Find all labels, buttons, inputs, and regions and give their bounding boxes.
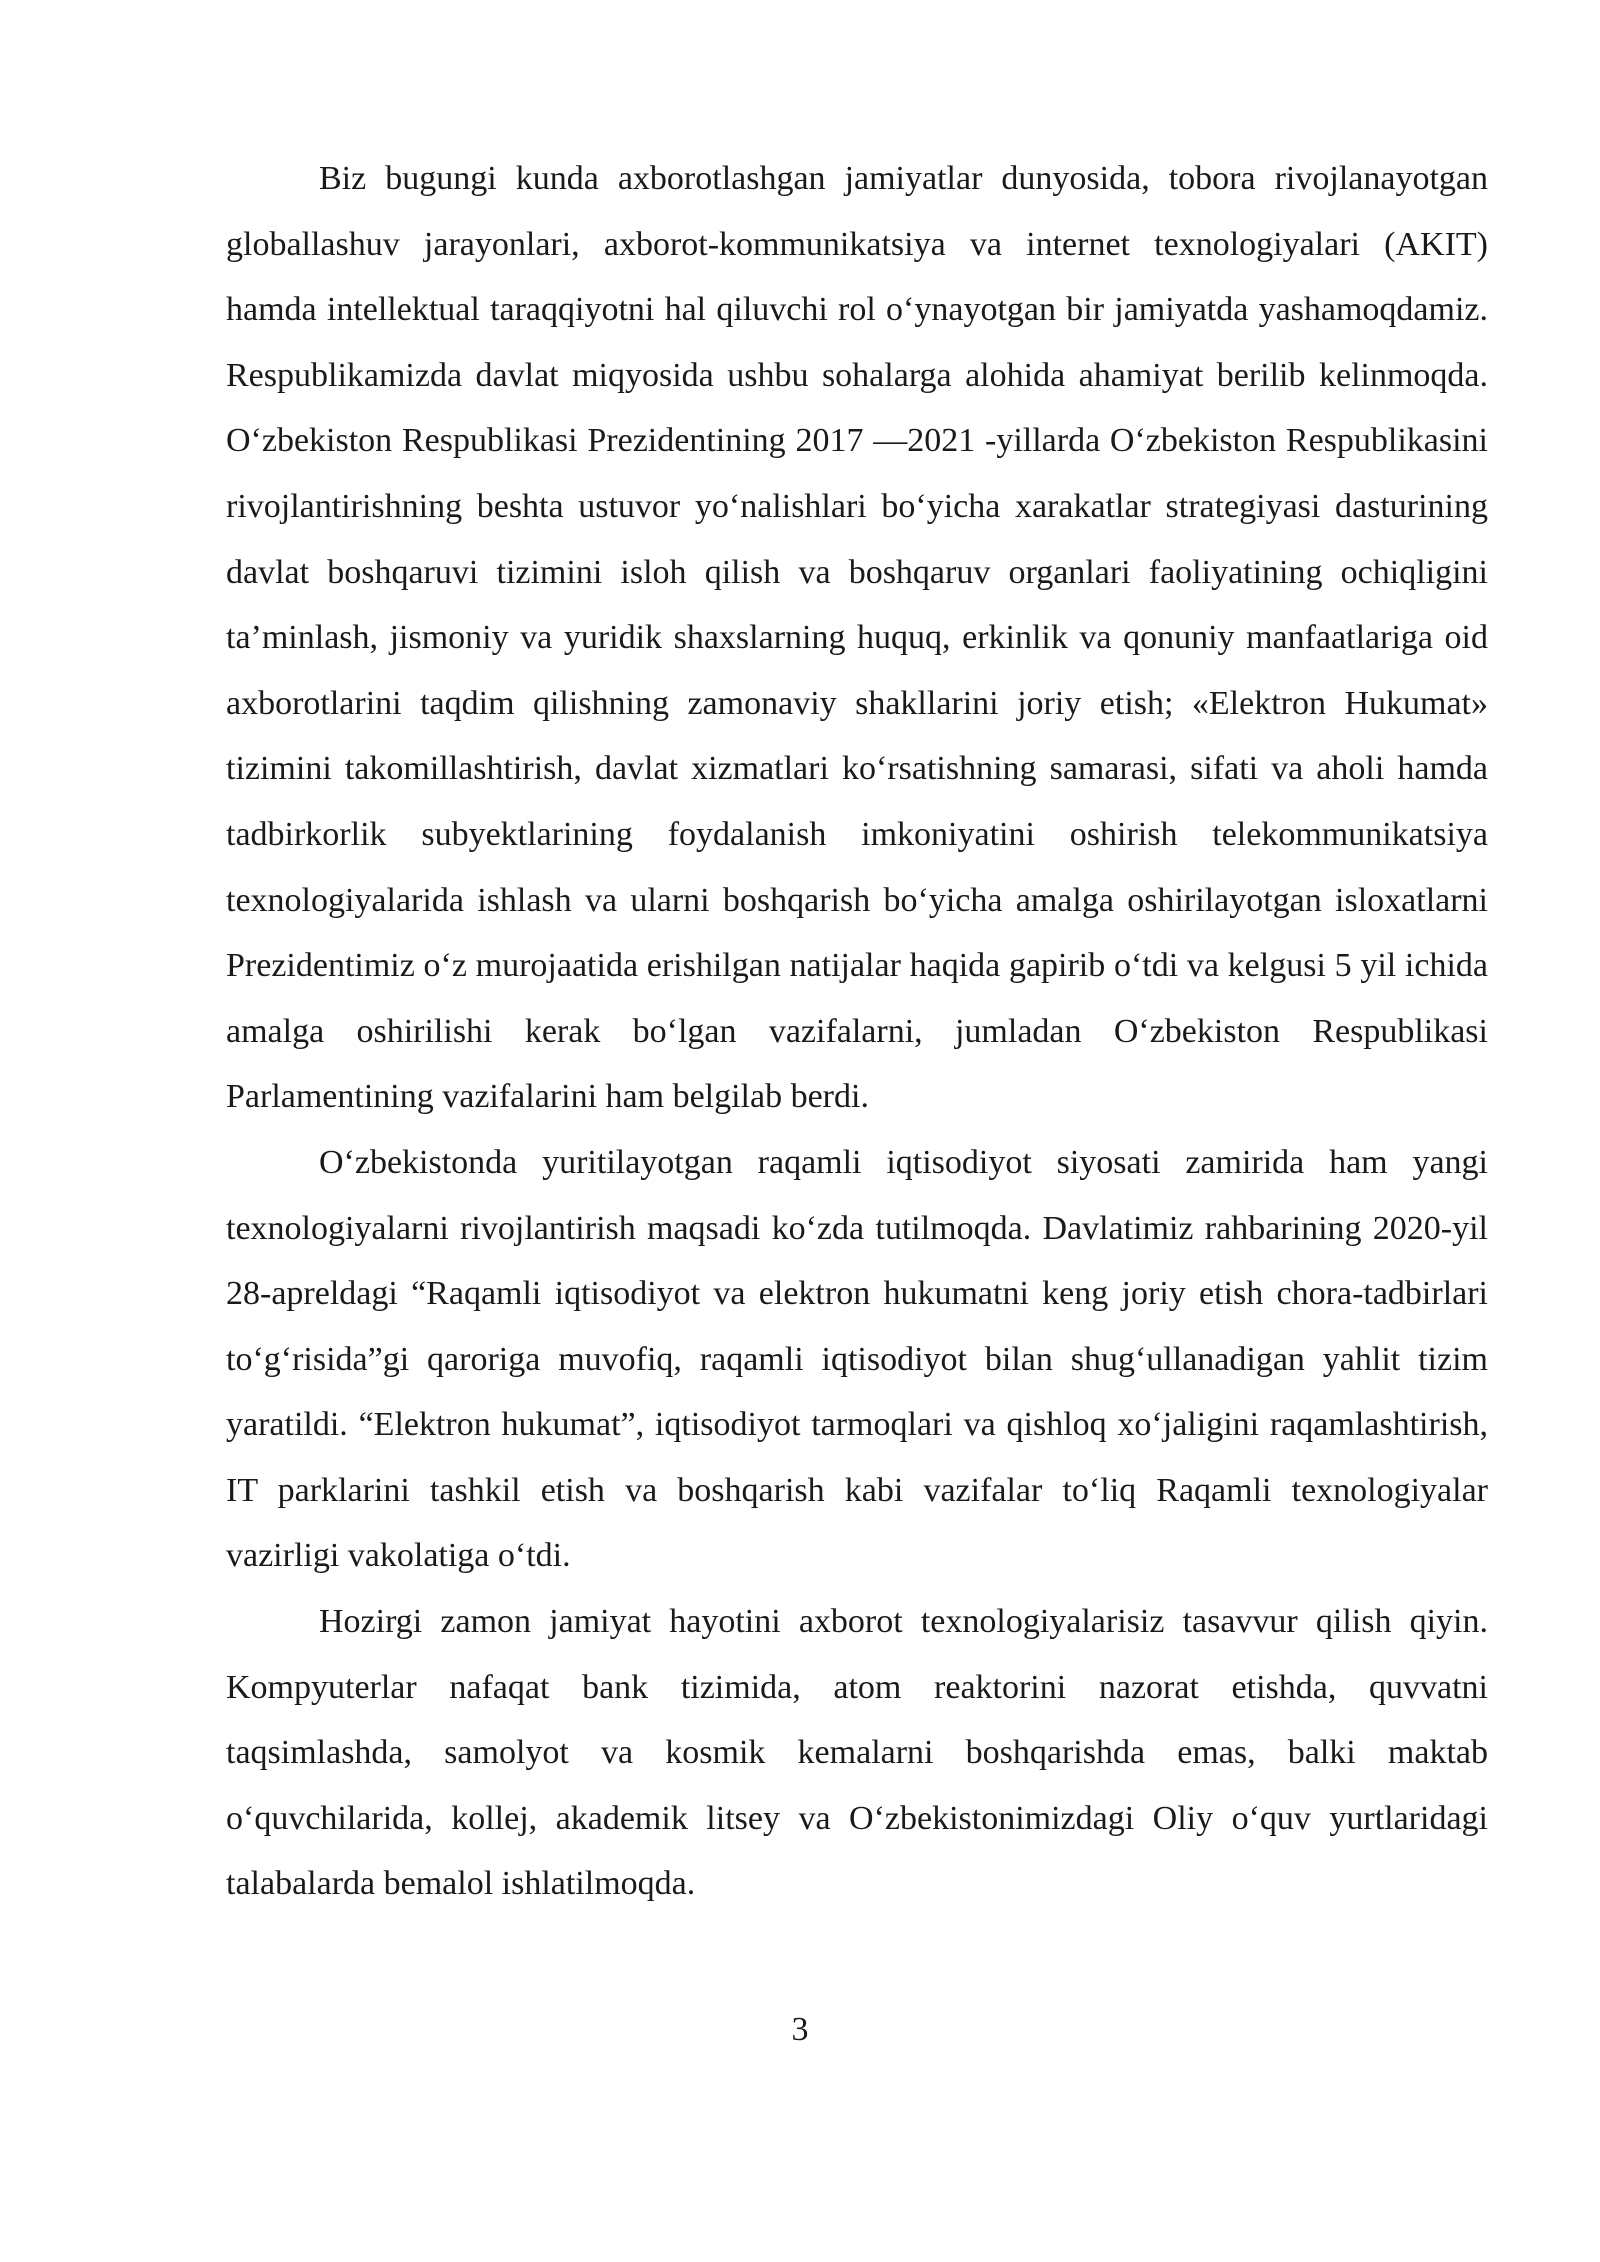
page-number: 3 [791,2011,809,2048]
paragraph-3: Hozirgi zamon jamiyat hayotini axborot texnologiyalarisiz tasavvur qilish qiyin. Kompyuterlar nafaqat bank tizimida, atom reaktorini nazorat etishda, quvvatni taqsimlashda, samolyot va kosmik kemalarni boshqarishda emas, balki maktab o‘quvchilarida, kollej, akademik litsey va O‘zbekistonimizdagi Oliy o‘quv yurtlaridagi talabalarda bemalol ishlatilmoqda. [226,1603,1488,1903]
body-text [226,146,1488,1917]
paragraph-1: Biz bugungi kunda axborotlashgan jamiyatlar dunyosida, tobora rivojlanayotgan globallashuv jarayonlari, axborot-kommunikatsiya va internet texnologiyalari (AKIT) hamda intellektual taraqqiyotni hal qiluvchi rol o‘ynayotgan bir jamiyatda yashamoqdamiz. Respublikamizda davlat miqyosida ushbu sohalarga alohida ahamiyat berilib kelinmoqda. O‘zbekiston Respublikasi Prezidentining 2017 —2021 -yillarda O‘zbekiston Respublikasini rivojlantirishning beshta ustuvor yo‘nalishlari bo‘yicha xarakatlar strategiyasi dasturining davlat boshqaruvi tizimini isloh qilish va boshqaruv organlari faoliyatining ochiqligini ta’minlash, jismoniy va yuridik shaxslarning huquq, erkinlik va qonuniy manfaatlariga oid axborotlarini taqdim qilishning zamonaviy shakllarini joriy etish; «Elektron Hukumat» tizimini takomillashtirish, davlat xizmatlari ko‘rsatishning samarasi, sifati va aholi hamda tadbirkorlik subyektlarining foydalanish imkoniyatini oshirish telekommunikatsiya texnologiyalarida ishlash va ularni boshqarish bo‘yicha amalga oshirilayotgan isloxatlarni Prezidentimiz o‘z murojaatida erishilgan natijalar haqida gapirib o‘tdi va kelgusi 5 yil ichida amalga oshirilishi kerak bo‘lgan vazifalarni, jumladan O‘zbekiston Respublikasi Parlamentining vazifalarini ham belgilab berdi. [226,160,1488,1116]
paragraph-2: O‘zbekistonda yuritilayotgan raqamli iqtisodiyot siyosati zamirida ham yangi texnologiyalarni rivojlantirish maqsadi ko‘zda tutilmoqda. Davlatimiz rahbarining 2020-yil 28-apreldagi “Raqamli iqtisodiyot va elektron hukumatni keng joriy etish chora-tadbirlari to‘g‘risida”gi qaroriga muvofiq, raqamli iqtisodiyot bilan shug‘ullanadigan yahlit tizim yaratildi. “Elektron hukumat”, iqtisodiyot tarmoqlari va qishloq xo‘jaligini raqamlashtirish, IT parklarini tashkil etish va boshqarish kabi vazifalar to‘liq Raqamli texnologiyalar vazirligi vakolatiga o‘tdi. [226,1143,1488,1575]
